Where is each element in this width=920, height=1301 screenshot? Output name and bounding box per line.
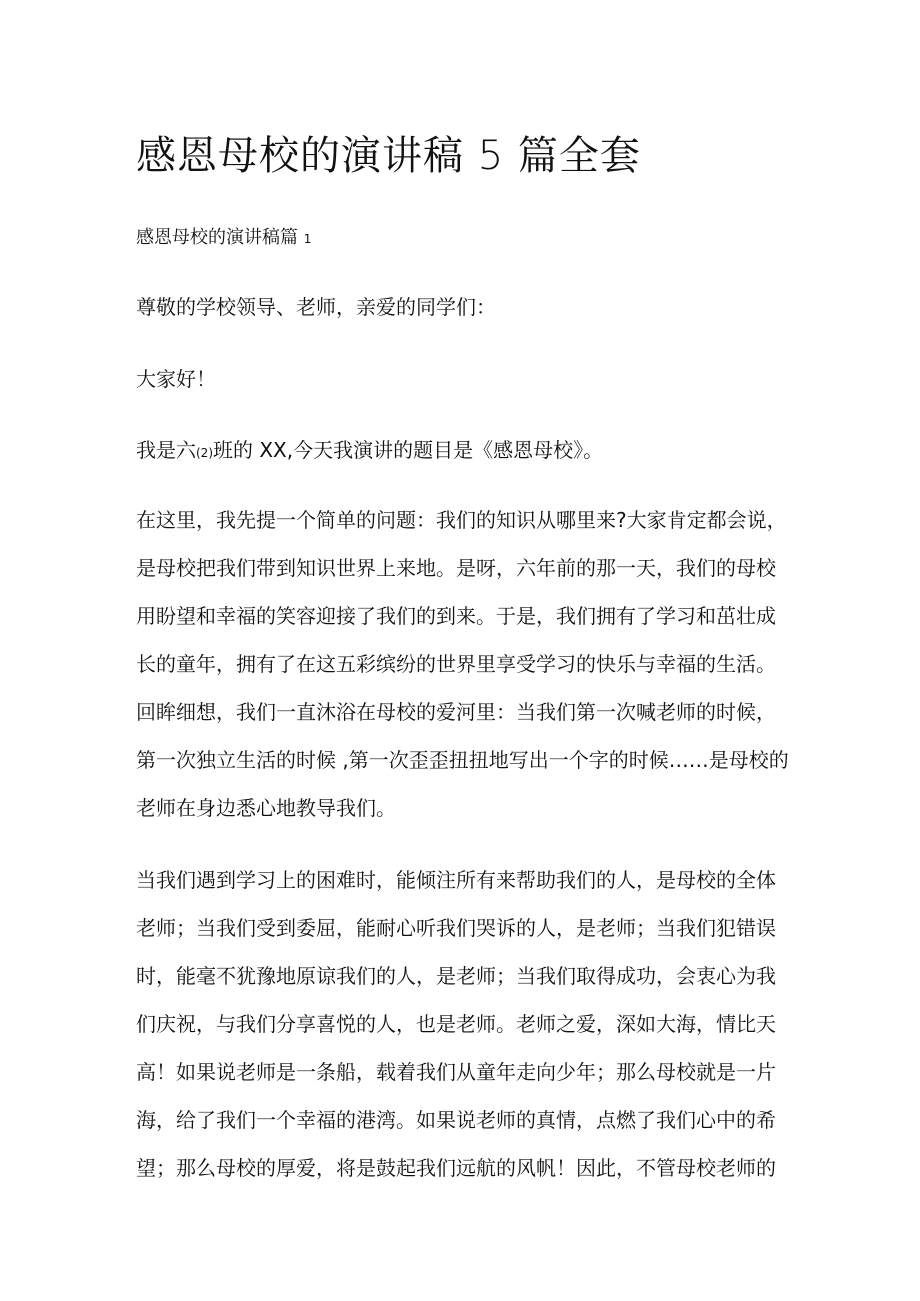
intro-line (136, 436, 796, 467)
paragraph-line: 当我们遇到学习上的困难时，能倾注所有来帮助我们的人，是母校的全体 (136, 868, 776, 892)
paragraph-line: 是母校把我们带到知识世界上来地。是呀，六年前的那一天，我们的母校 (136, 556, 776, 580)
paragraph-line: 在这里，我先提一个简单的问题：我们的知识从哪里来?大家肯定都会说， (136, 508, 787, 532)
paragraph-line: 高！如果说老师是一条船，载着我们从童年走向少年；那么母校就是一片 (136, 1060, 776, 1084)
paragraph-line: 们庆祝，与我们分享喜悦的人，也是老师。老师之爱，深如大海，情比天 (136, 1012, 776, 1036)
paragraph-line: 时，能毫不犹豫地原谅我们的人，是老师；当我们取得成功，会衷心为我 (136, 964, 776, 988)
paragraph-line: 长的童年，拥有了在这五彩缤纷的世界里享受学习的快乐与幸福的生活。 (136, 652, 776, 676)
section-heading (136, 224, 796, 253)
salutation: 尊敬的学校领导、老师，亲爱的同学们： (136, 295, 496, 319)
intro-before: 我是六 (136, 438, 196, 462)
greeting: 大家好！ (136, 367, 216, 391)
paragraph-line: 用盼望和幸福的笑容迎接了我们的到来。于是，我们拥有了学习和茁壮成 (136, 604, 776, 628)
section-heading-text: 感恩母校的演讲稿篇 (136, 227, 298, 248)
paragraph-line: 回眸细想，我们一直沐浴在母校的爱河里：当我们第一次喊老师的时候， (136, 700, 776, 724)
paragraph-line: 望；那么母校的厚爱，将是鼓起我们远航的风帆！因此，不管母校老师的 (136, 1156, 776, 1180)
class-number: (2) (196, 446, 213, 460)
document-title: 感恩母校的演讲稿 5 篇全套 (136, 133, 641, 179)
paragraph-line: 老师在身边悉心地教导我们。 (136, 796, 396, 820)
paragraph-line: 海，给了我们一个幸福的港湾。如果说老师的真情，点燃了我们心中的希 (136, 1108, 776, 1132)
intro-after: 班的 XX,今天我演讲的题目是《感恩母校》。 (213, 438, 604, 462)
paragraph-line: 老师；当我们受到委屈，能耐心听我们哭诉的人，是老师；当我们犯错误 (136, 916, 776, 940)
paragraph-line: 第一次独立生活的时候 ,第一次歪歪扭扭地写出一个字的时候……是母校的 (136, 748, 789, 772)
section-number: 1 (303, 232, 312, 246)
